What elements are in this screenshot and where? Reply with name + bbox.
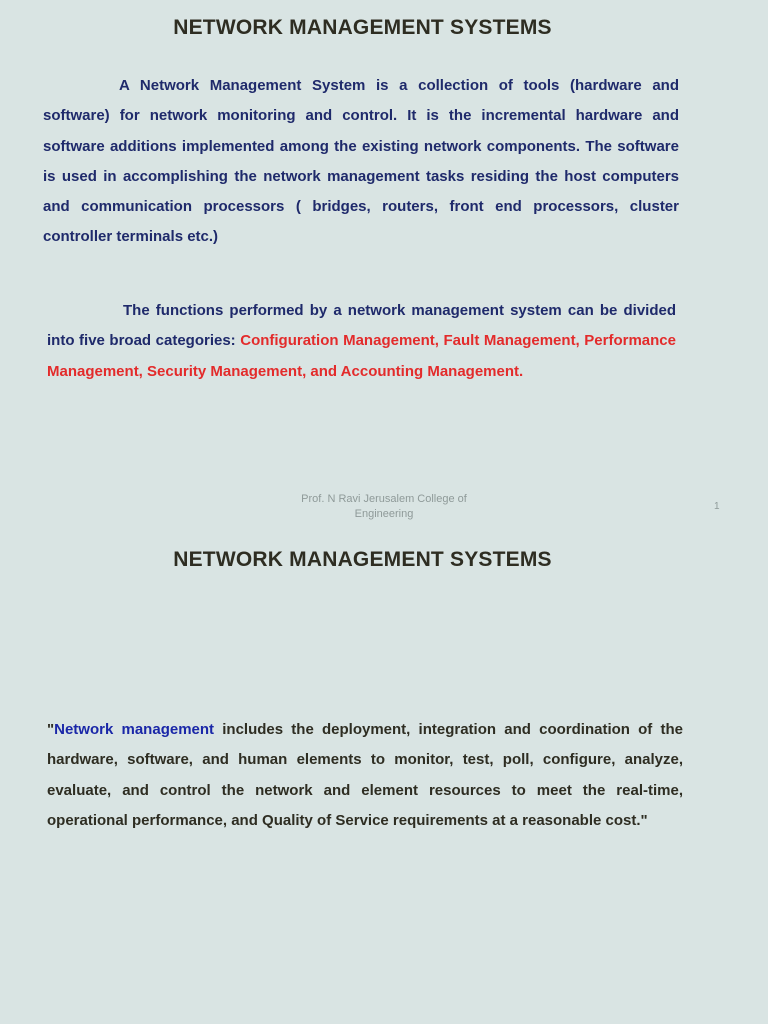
functions-paragraph [47,296,676,387]
functions-intro: The functions performed by a network management system can be divided into five broad categories: [47,302,676,350]
slide-title: NETWORK MANAGEMENT SYSTEMS [173,548,552,571]
footer-author: Prof. N Ravi Jerusalem College of [301,493,467,505]
quote-open-mark: " [47,721,55,738]
slide-2 [0,532,768,1024]
definition-paragraph: A Network Management System is a collection of tools (hardware and software) for network monitoring and control. It is the incremental hardware and software additions implemented among the existing network components. The software is used in accomplishing the network management tasks residing the host computers and communication processors ( bridges, routers, front end processors, cluster controller terminals etc.) [43,77,679,246]
quote-term: Network management [54,721,215,738]
slide-title: NETWORK MANAGEMENT SYSTEMS [173,16,552,39]
page-number: 1 [714,501,720,512]
quote-paragraph [47,715,683,836]
functions-categories: Configuration Management, Fault Management, Performance Management, Security Management, and Accounting Management. [47,332,676,380]
footer-institution: Engineering [354,508,414,520]
slide-footer [270,492,498,522]
quote-body: includes the deployment, integration and coordination of the hardware, software, and human elements to monitor, test, poll, configure, analyze, evaluate, and control the network and element resources to meet the real-time, operational performance, and Quality of Service requirements at a reasonable cost. [47,721,684,829]
quote-close-mark: " [640,811,648,829]
